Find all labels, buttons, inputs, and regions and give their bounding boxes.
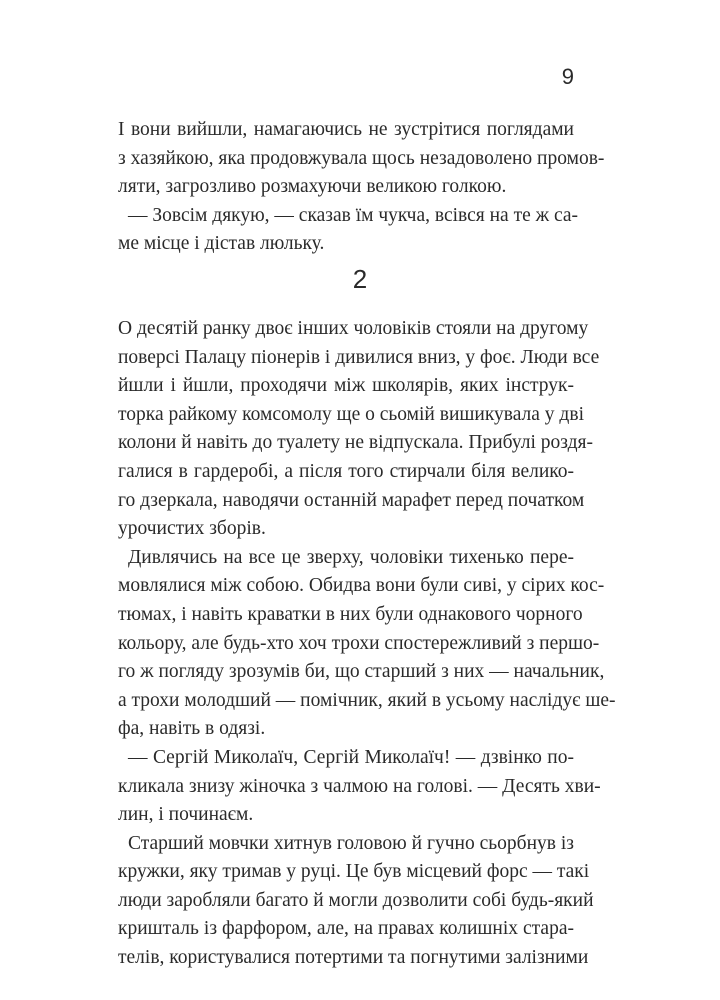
text-line: торка райкому комсомолу ще о сьомій вишикувала у дві (118, 403, 584, 425)
text-line: го ж погляду зрозумів би, що старший з них — начальник, (118, 661, 605, 683)
text-line: телів, користувалися потертими та погнутими залізними (118, 947, 589, 969)
text-line: кликала знизу жіночка з чалмою на голові. — Десять хви- (118, 775, 601, 797)
text-line: — Зовсім дякую, — сказав їм чукча, всівся на те ж са- (128, 204, 579, 226)
text-line: поверсі Палацу піонерів і дивилися вниз, у фоє. Люди все (118, 346, 600, 368)
text-line: І вони вийшли, намагаючись не зустрітися поглядами (118, 119, 574, 140)
text-line: мовлялися між собою. Обидва вони були сиві, у сірих кос- (118, 575, 605, 597)
paragraph (118, 315, 600, 544)
text-line: — Сергій Миколаїч, Сергій Миколаїч! — дзвінко по- (128, 746, 574, 768)
text-line: урочистих зборів. (118, 518, 266, 540)
text-line: кружки, яку тримав у руці. Це був місцевий форс — такі (118, 861, 590, 883)
text-line: го дзеркала, наводячи останній марафет перед початком (118, 489, 585, 511)
text-line: фа, навіть в одязі. (118, 718, 266, 740)
paragraph (118, 830, 594, 973)
text-line: кольору, але будь-хто хоч трохи спостережливий з першо- (118, 632, 600, 654)
page-number: 9 (561, 64, 574, 89)
text-line: колони й навіть до туалету не відпускала. Прибулі роздя- (118, 432, 594, 454)
text-line: галися в гардеробі, а після того стирчали біля велико- (118, 460, 574, 482)
text-section-two (118, 315, 616, 973)
text-line: йшли і йшли, проходячи між школярів, яких інструк- (118, 375, 574, 397)
text-line: люди заробляли багато й могли дозволити собі будь-який (118, 889, 594, 911)
text-line: кришталь із фарфором, але, на правах колишніх старa- (118, 918, 574, 940)
text-line: Дивлячись на все це зверху, чоловіки тихенько пере- (128, 546, 574, 568)
paragraph (118, 544, 616, 744)
text-line: Старший мовчки хитнув головою й гучно сьорбнув із (128, 832, 574, 854)
paragraph (118, 744, 601, 830)
text-line: тюмах, і навіть краватки в них були однакового чорного (118, 603, 583, 625)
text-line: ляти, загрозливо розмахуючи великою голкою. (118, 176, 507, 198)
chapter-heading: 2 (352, 264, 368, 294)
text-section-one (118, 116, 605, 259)
paragraph (118, 116, 605, 202)
text-line: лин, і починаєм. (118, 804, 254, 826)
paragraph (118, 202, 579, 259)
text-line: О десятій ранку двоє інших чоловіків стояли на другому (118, 318, 589, 339)
text-line: а трохи молодший — помічник, який в усьому наслідує ше- (118, 689, 616, 711)
text-line: ме місце і дістав люльку. (118, 233, 325, 255)
text-line: з хазяйкою, яка продовжувала щось незадоволено промов- (118, 147, 605, 169)
